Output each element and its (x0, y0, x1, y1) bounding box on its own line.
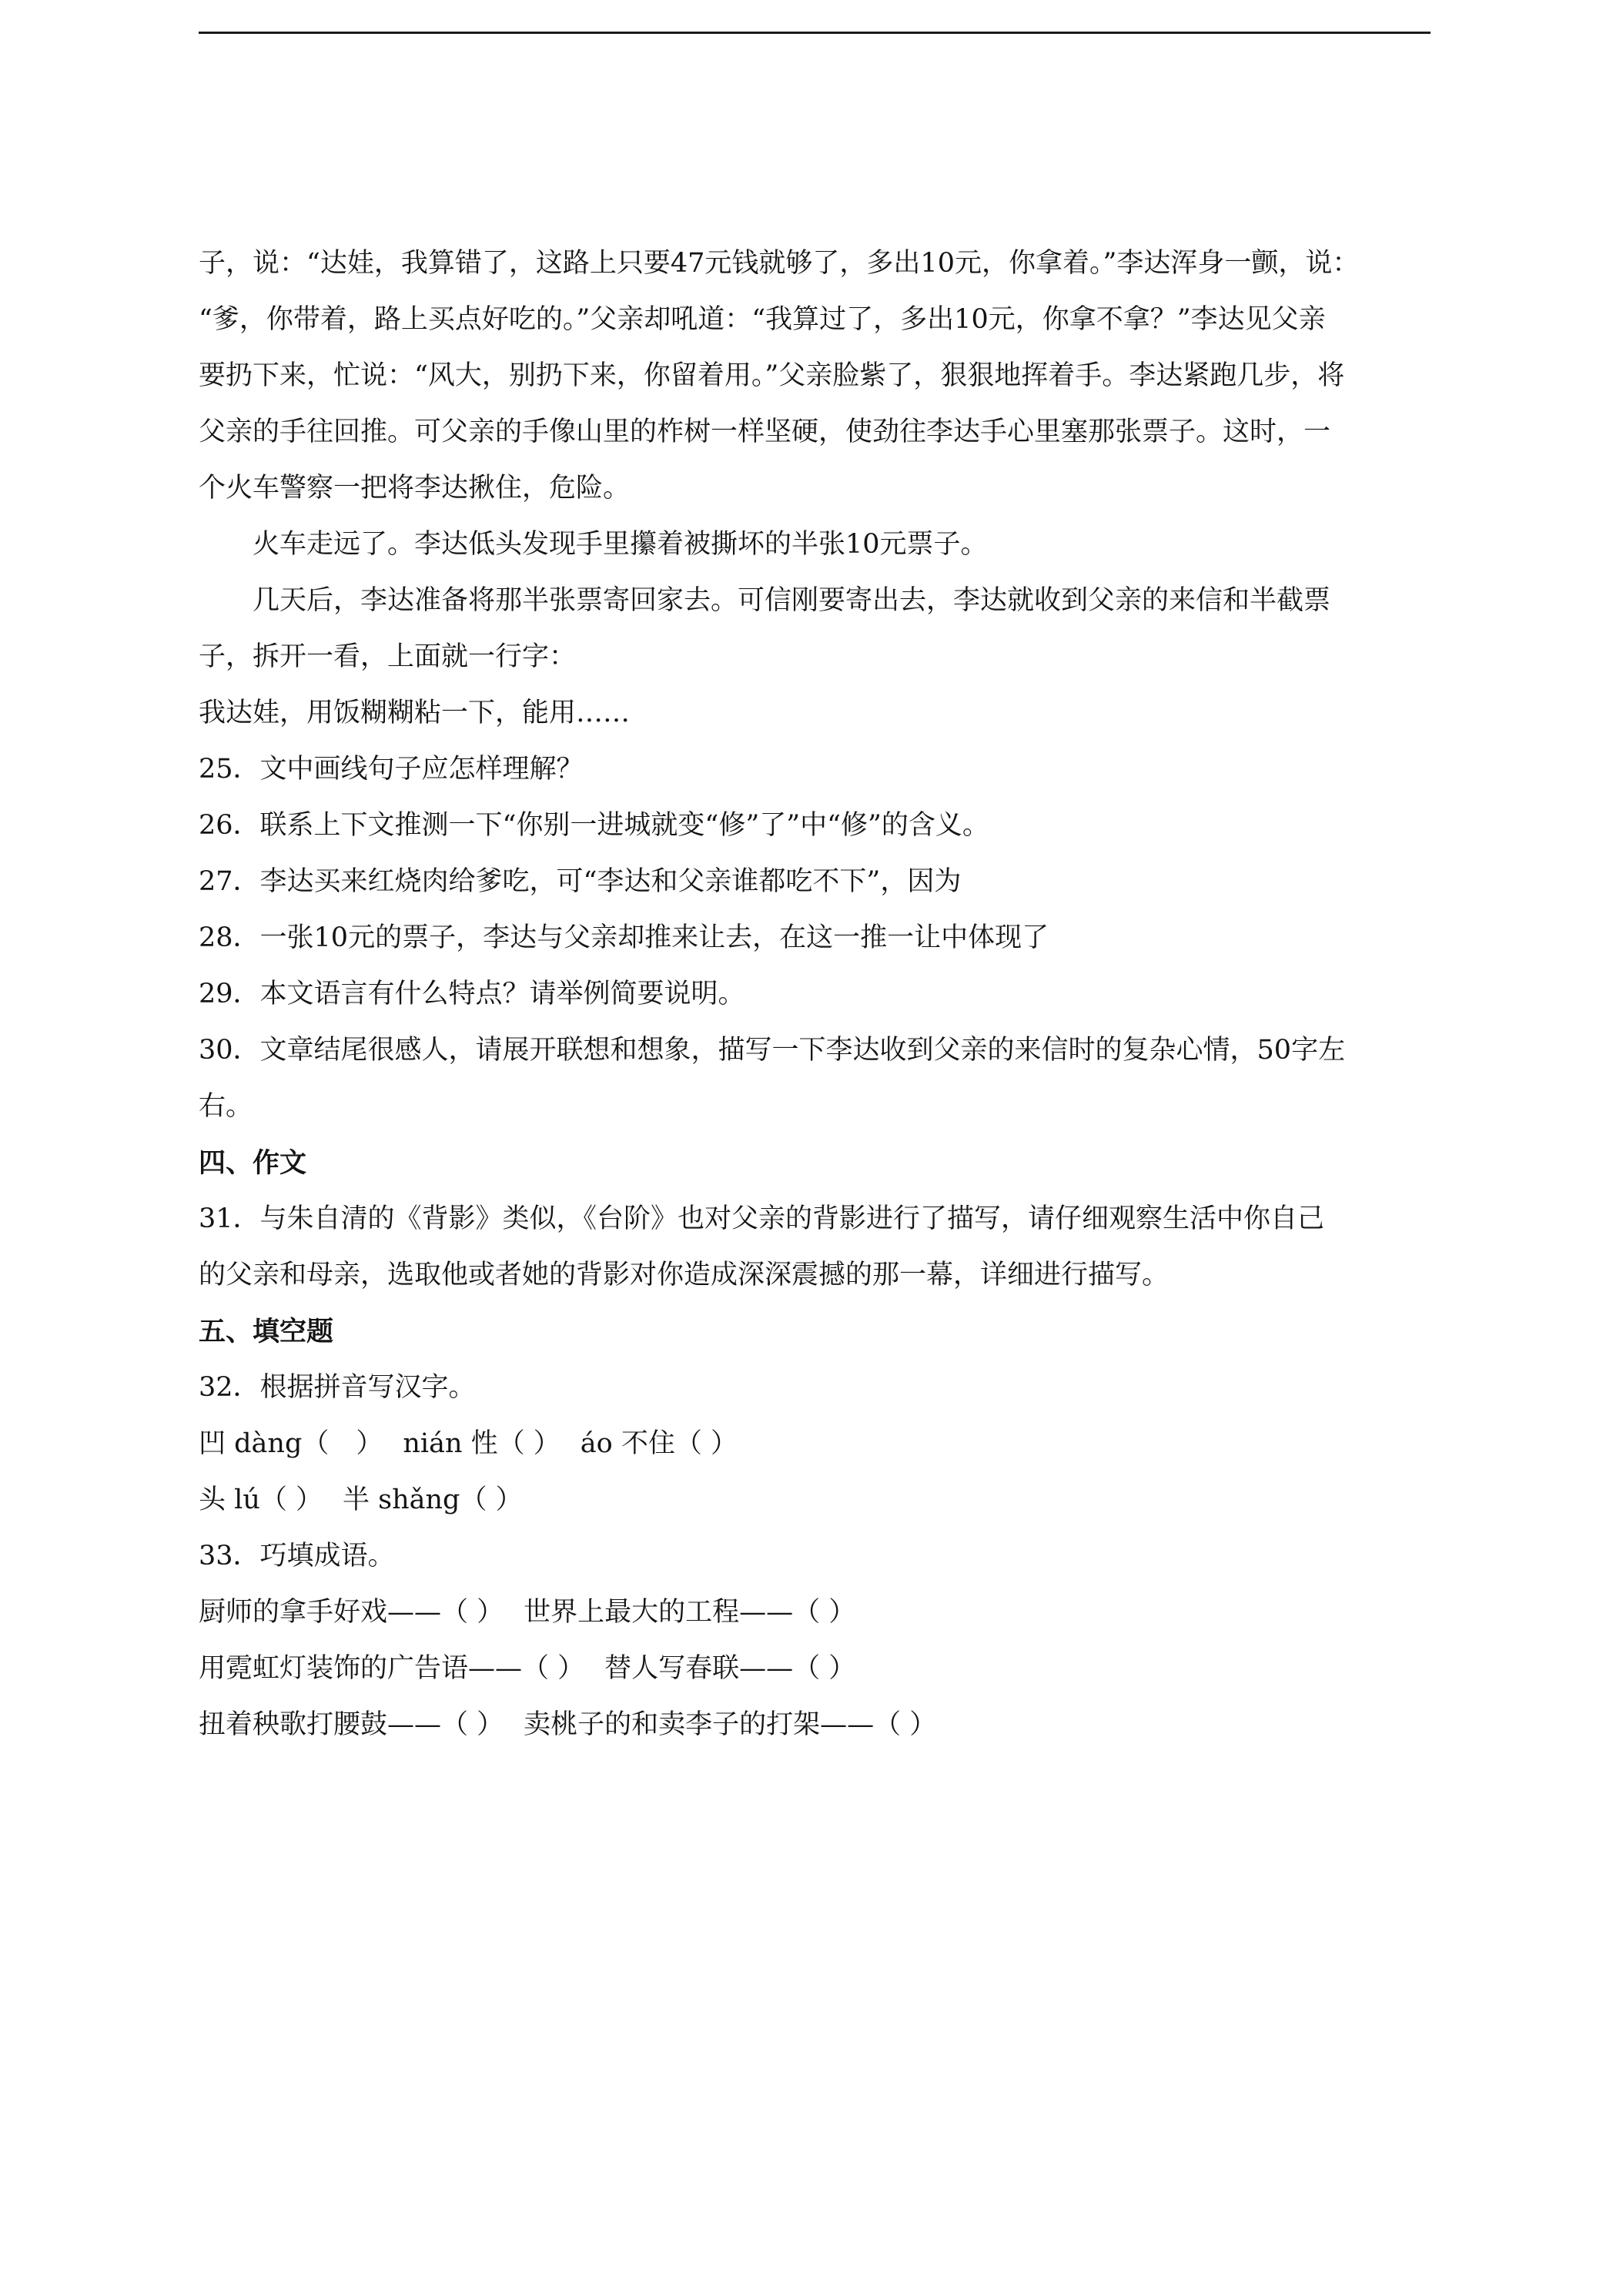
pinyin-item: nián 性（ ） (403, 1428, 561, 1459)
pinyin-item: 凹 dàng（ ） (199, 1428, 383, 1459)
idiom-row (199, 1585, 1431, 1641)
idiom-row (199, 1641, 1431, 1697)
passage-line: 父亲的手往回推。可父亲的手像山里的柞树一样坚硬，使劲往李达手心里塞那张票子。这时，一 (199, 417, 1331, 447)
passage-line: 子，说：“达娃，我算错了，这路上只要47元钱就够了，多出10元，你拿着。”李达浑身一颤，说： (199, 248, 1360, 279)
idiom-row (199, 1697, 1431, 1753)
passage-letter: 我达娃，用饭糊糊粘一下，能用…… (199, 698, 631, 728)
pinyin-item: 头 lú（ ） (199, 1484, 323, 1515)
section-heading-fill-blank: 五、填空题 (199, 1316, 334, 1347)
question-28: 28．一张10元的票子，李达与父亲却推来让去，在这一推一让中体现了 (199, 922, 1049, 953)
passage-line: 要扔下来，忙说：“风大，别扔下来，你留着用。”父亲脸紫了，狠狠地挥着手。李达紧跑几步，将 (199, 360, 1345, 391)
idiom-item: 替人写春联——（ ） (604, 1653, 856, 1684)
question-29: 29．本文语言有什么特点？请举例简要说明。 (199, 979, 745, 1009)
question-30: 30．文章结尾很感人，请展开联想和想象，描写一下李达收到父亲的来信时的复杂心情，50字左 (199, 1035, 1346, 1066)
idiom-item: 用霓虹灯装饰的广告语——（ ） (199, 1653, 585, 1684)
idiom-item: 厨师的拿手好戏——（ ） (199, 1597, 504, 1628)
pinyin-item: 半 shǎng（ ） (343, 1484, 523, 1515)
passage-line: 子，拆开一看，上面就一行字： (199, 641, 577, 672)
idiom-item: 世界上最大的工程——（ ） (524, 1597, 856, 1628)
question-27: 27．李达买来红烧肉给爹吃，可“李达和父亲谁都吃不下”，因为 (199, 866, 962, 897)
header-rule (199, 32, 1431, 34)
question-30-cont: 右。 (199, 1091, 253, 1122)
question-31: 31．与朱自清的《背影》类似，《台阶》也对父亲的背影进行了描写，请仔细观察生活中你自己 (199, 1203, 1325, 1234)
idiom-item: 卖桃子的和卖李子的打架——（ ） (524, 1709, 937, 1740)
question-31-cont: 的父亲和母亲，选取他或者她的背影对你造成深深震撼的那一幕，详细进行描写。 (199, 1260, 1170, 1290)
question-25: 25．文中画线句子应怎样理解？ (199, 754, 584, 785)
question-32: 32．根据拼音写汉字。 (199, 1372, 476, 1403)
passage-paragraph: 火车走远了。李达低头发现手里攥着被撕坏的半张10元票子。 (253, 529, 988, 560)
pinyin-row (199, 1472, 1431, 1528)
question-26: 26．联系上下文推测一下“你别一进城就变“修”了”中“修”的含义。 (199, 810, 989, 841)
document-body (199, 236, 1431, 1753)
passage-line: 个火车警察一把将李达揪住，危险。 (199, 473, 631, 504)
passage-line: “爹，你带着，路上买点好吃的。”父亲却吼道：“我算过了，多出10元，你拿不拿？”李达见父亲 (199, 304, 1326, 335)
question-33: 33．巧填成语。 (199, 1541, 395, 1571)
pinyin-row (199, 1416, 1431, 1472)
idiom-item: 扭着秧歌打腰鼓——（ ） (199, 1709, 504, 1740)
passage-paragraph: 几天后，李达准备将那半张票寄回家去。可信刚要寄出去，李达就收到父亲的来信和半截票 (253, 585, 1331, 616)
section-heading-composition: 四、作文 (199, 1147, 307, 1179)
pinyin-item: áo 不住（ ） (580, 1428, 738, 1459)
